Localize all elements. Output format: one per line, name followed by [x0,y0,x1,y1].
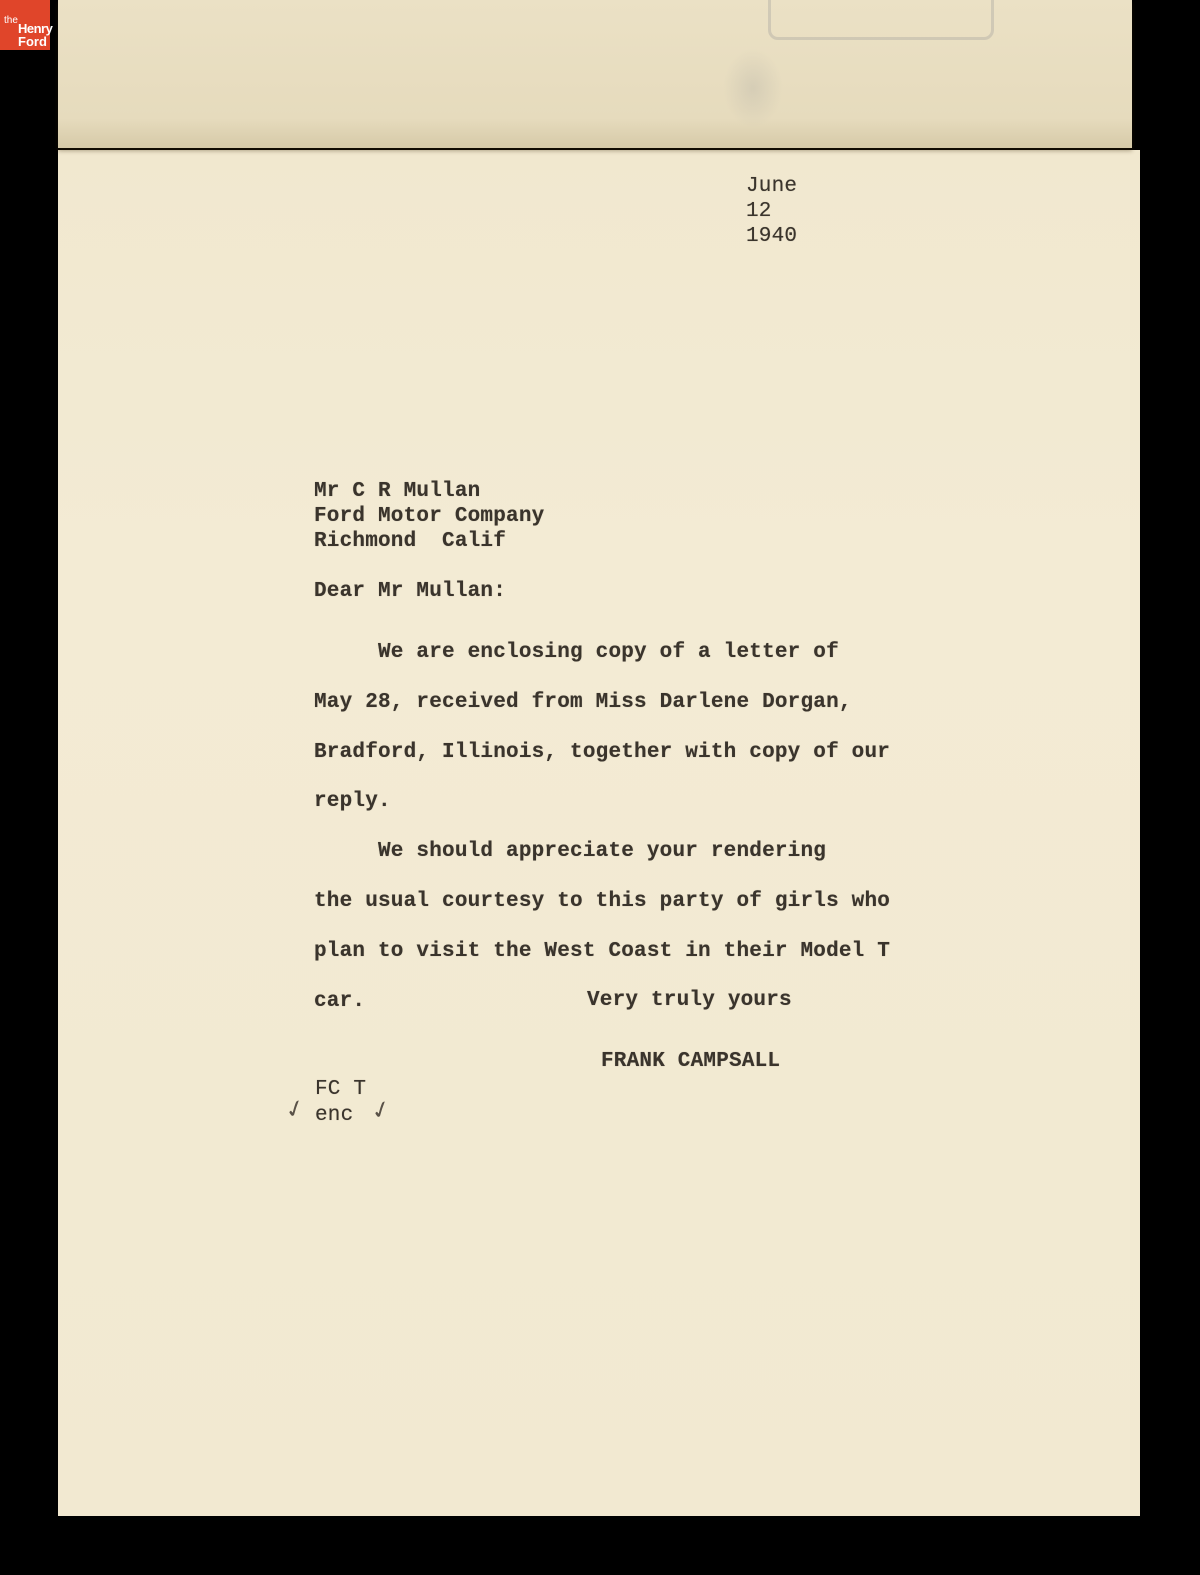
typist-initials: FC T [315,1078,367,1101]
letter-page [58,150,1140,1516]
date-year: 1940 [746,225,798,248]
recipient-company: Ford Motor Company [314,505,545,528]
date-month: June [746,175,798,198]
logo-henry: Henry [18,21,53,36]
body-line: plan to visit the West Coast in their Model T [314,939,891,963]
body-line: reply. [314,790,391,814]
checkmark-icon: ✓ [367,1093,395,1127]
logo-ford: Ford [18,34,47,49]
ink-bleed-through [723,48,783,128]
recipient-address [314,479,544,554]
logo-the: the [4,15,18,26]
signer-name: FRANK CAMPSALL [601,1050,781,1073]
faded-stamp-mark [768,0,994,40]
letter-date [746,174,797,249]
closing: Very truly yours [587,989,792,1012]
recipient-name: Mr C R Mullan [314,480,481,503]
henry-ford-logo [0,0,53,50]
letter-body [314,628,890,1026]
body-line: Bradford, Illinois, together with copy of our [314,740,891,764]
salutation: Dear Mr Mullan: [314,580,507,603]
body-line: We are enclosing copy of a letter of [314,641,839,664]
recipient-city: Richmond Calif [314,530,507,553]
reference-initials [315,1077,366,1129]
folded-top-sheet [58,0,1132,148]
body-line: We should appreciate your rendering [314,840,827,864]
enclosure-note: enc [315,1104,354,1127]
body-line: May 28, received from Miss Darlene Dorgan, [314,690,852,714]
body-line: the usual courtesy to this party of girls who [314,889,891,913]
date-day: 12 [746,200,772,223]
body-line: car. [314,989,366,1013]
checkmark-icon: ✓ [281,1092,309,1126]
